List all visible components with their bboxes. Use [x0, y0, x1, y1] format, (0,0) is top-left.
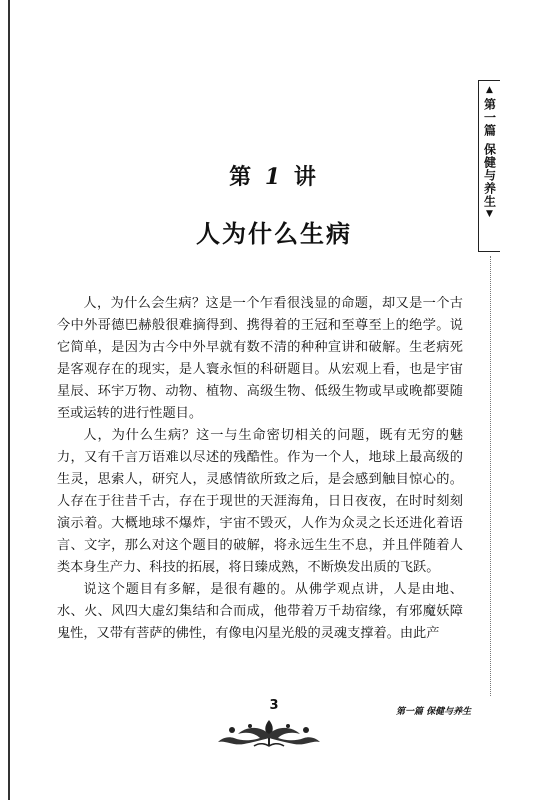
running-footer: 第一篇 保健与养生 — [396, 707, 472, 717]
triangle-up-icon: ▲ — [486, 85, 493, 95]
floral-ornament-icon — [214, 716, 324, 750]
paragraph: 人，为什么会生病？这是一个乍看很浅显的命题，却又是一个古今中外哥德巴赫般很难摘得到、携得着的王冠和至尊至上的绝学。说它简单，是因为古今中外早就有数不清的种种宣讲和破解。生老病死是客观存在的现实，是人寰永恒的科研题目。从宏观上看，也是宇宙星辰、环宇万物、动物、植物、高级生物、低级生物或早或晚都要随至或运转的进行性题目。 — [57, 296, 463, 421]
page-number: 3 — [269, 698, 279, 713]
left-margin-rule — [8, 0, 10, 800]
chapter-number: 1 — [264, 164, 284, 190]
triangle-down-icon: ▼ — [486, 209, 493, 219]
chapter-heading — [0, 160, 548, 191]
body-text — [57, 293, 463, 645]
chapter-suffix: 讲 — [293, 165, 319, 190]
paragraph: 说这个题目有多解，是很有趣的。从佛学观点讲，人是由地、水、火、风四大虚幻集结和合而成，他带着万千劫宿缘，有邪魔妖障鬼性，又带有菩萨的佛性，有像电闪星光般的灵魂支撑着。由此产 — [57, 582, 463, 641]
side-tab-part: 第一篇 — [482, 98, 497, 137]
side-dotted-line — [490, 256, 491, 696]
page-title: 人为什么生病 — [196, 220, 352, 248]
chapter-prefix: 第 — [229, 165, 255, 190]
side-tab-topic: 保健与养生 — [482, 143, 497, 208]
paragraph: 人，为什么生病？这一与生命密切相关的问题，既有无穷的魅力，又有千言万语难以尽述的残酷性。作为一个人，地球上最高级的生灵，思索人，研究人，灵感情欲所致之后，是会感到触目惊心的。人存在于往昔千古，存在于现世的天涯海角，日日夜夜，在时时刻刻演示着。大概地球不爆炸，宇宙不毁灭，人作为众灵之长还进化着语言、文字，那么对这个题目的破解，将永远生生不息，并且伴随着人类本身生产力、科技的拓展，将日臻成熟，不断焕发出质的飞跃。 — [57, 428, 463, 575]
